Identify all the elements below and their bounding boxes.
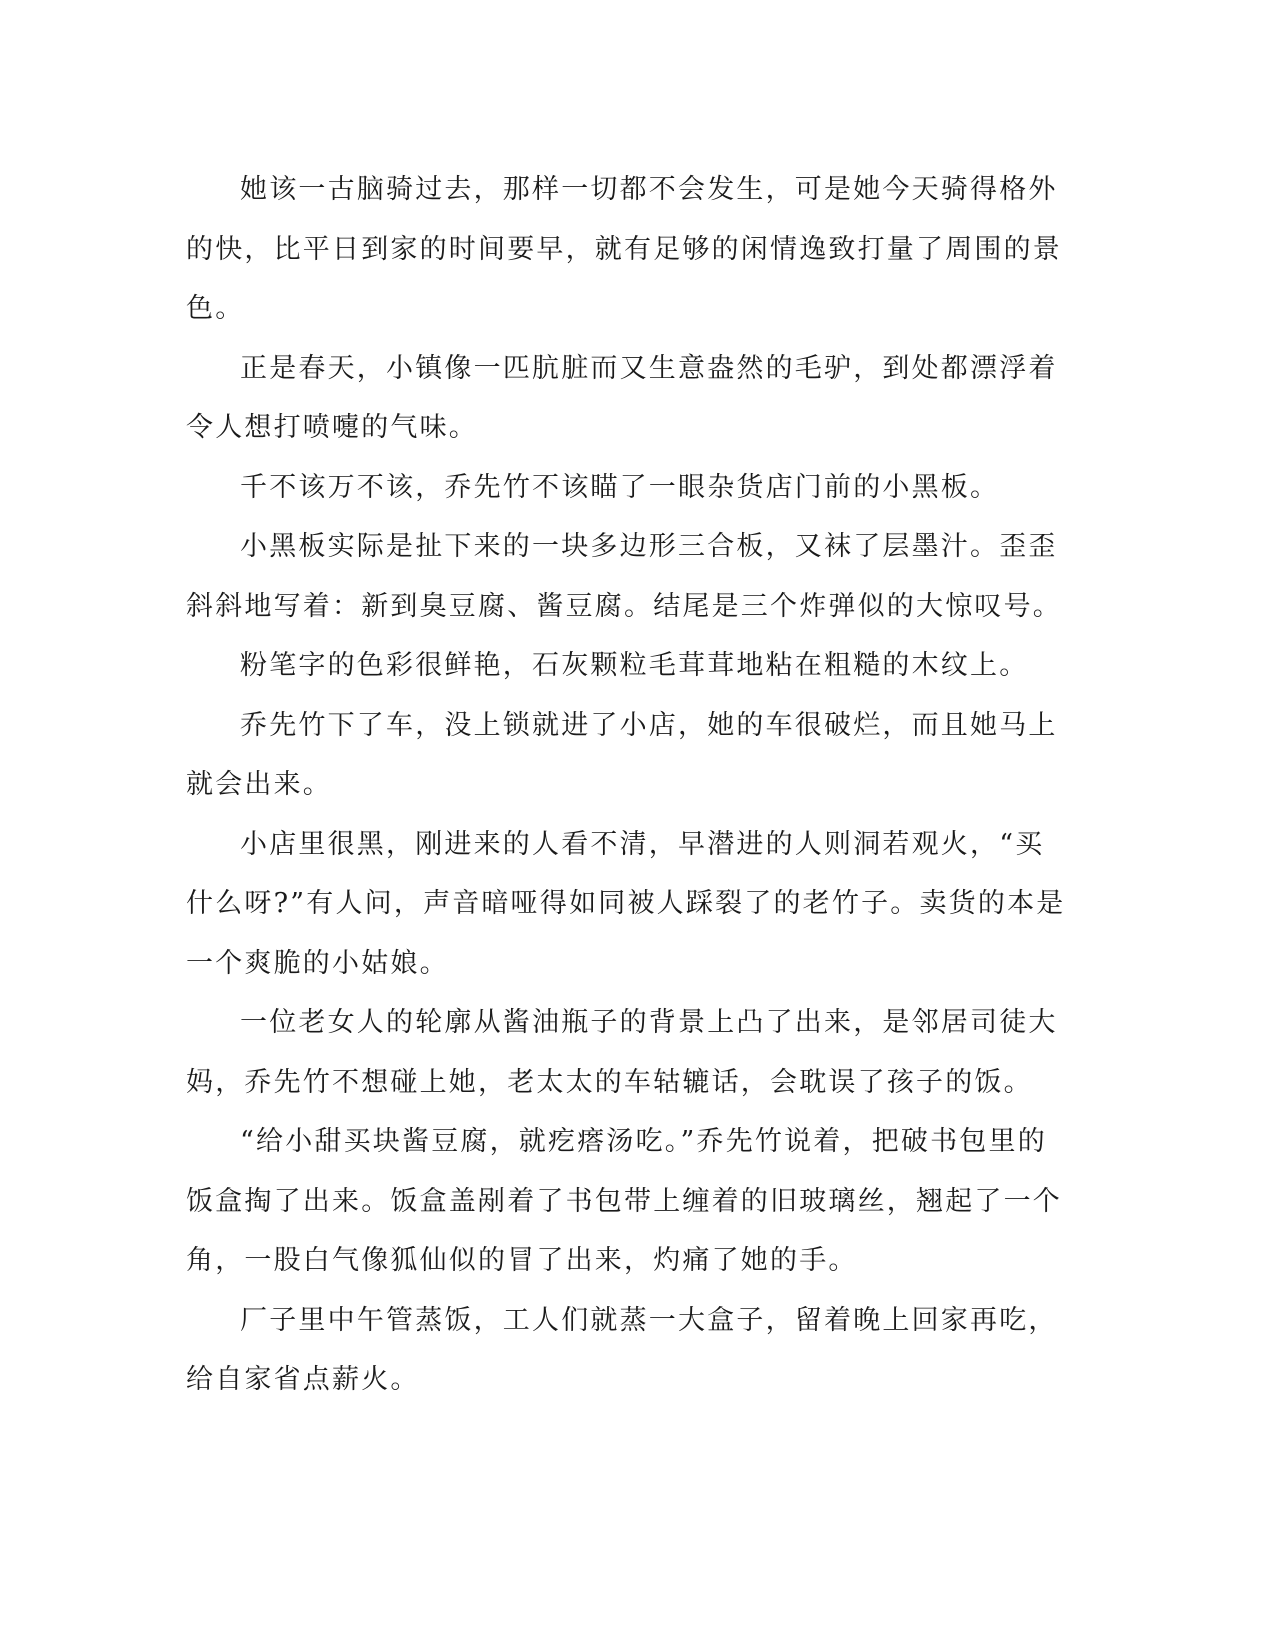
paragraph-10: 厂子里中午管蒸饭，工人们就蒸一大盒子，留着晚上回家再吃，给自家省点薪火。 <box>186 1304 1058 1395</box>
document-body <box>186 160 1066 1410</box>
paragraph-4: 小黑板实际是扯下来的一块多边形三合板，又袜了层墨汁。歪歪斜斜地写着：新到臭豆腐、酱豆腐。结尾是三个炸弹似的大惊叹号。 <box>186 531 1062 622</box>
paragraph-5: 粉笔字的色彩很鲜艳，石灰颗粒毛茸茸地粘在粗糙的木纹上。 <box>240 650 1029 681</box>
paragraph-1: 她该一古脑骑过去，那样一切都不会发生，可是她今天骑得格外的快，比平日到家的时间要早，就有足够的闲情逸致打量了周围的景色。 <box>186 174 1062 324</box>
paragraph-7: 小店里很黑，刚进来的人看不清，早潜进的人则洞若观火，“买什么呀?”有人问，声音暗哑得如同被人踩裂了的老竹子。卖货的本是一个爽脆的小姑娘。 <box>186 828 1066 979</box>
paragraph-2: 正是春天，小镇像一匹肮脏而又生意盎然的毛驴，到处都漂浮着令人想打喷嚏的气味。 <box>186 352 1058 443</box>
paragraph-3: 千不该万不该，乔先竹不该瞄了一眼杂货店门前的小黑板。 <box>240 471 1000 503</box>
paragraph-8: 一位老女人的轮廓从酱油瓶子的背景上凸了出来，是邻居司徒大妈，乔先竹不想碰上她，老太太的车轱辘话，会耽误了孩子的饭。 <box>186 1007 1058 1098</box>
paragraph-9: “给小甜买块酱豆腐，就疙瘩汤吃。”乔先竹说着，把破书包里的饭盒掏了出来。饭盒盖剐着了书包带上缠着的旧玻璃丝，翘起了一个角，一股白气像狐仙似的冒了出来，灼痛了她的手。 <box>186 1126 1062 1276</box>
paragraph-6: 乔先竹下了车，没上锁就进了小店，她的车很破烂，而且她马上就会出来。 <box>186 709 1058 800</box>
